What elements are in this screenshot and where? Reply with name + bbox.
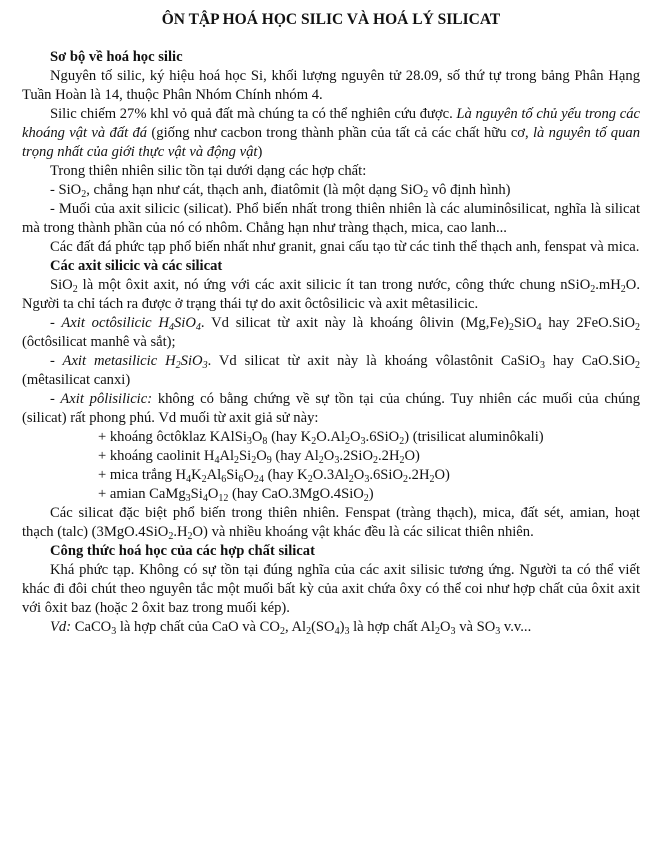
paragraph: - Axit metasilicic $H_2SiO_3$. Vd silicat từ axit này là khoáng vôlastônit CaSiO$_3$ hay CaO.SiO$_2$ (mêtasilicat canxi): [22, 353, 641, 388]
section-heading-1: Sơ bộ về hoá học silic: [50, 49, 183, 65]
list-item: - SiO$_2$, chẳng hạn như cát, thạch anh, điatômit (là một dạng SiO$_2$ vô định hình): [50, 182, 511, 200]
paragraph: Vd: CaCO$_3$ là hợp chất của CaO và $CO_2$, $Al_2(SO_4)_3$ là hợp chất $Al_2O_3$ và $SO_3$ v.v...: [50, 619, 532, 637]
paragraph: Các silicat đặc biệt phổ biến trong thiên nhiên. Fenspat (tràng thạch), mica, đất sét, amian, hoạt thạch (talc) $(3MgO.4SiO_2.H_2O)$ và nhiều khoáng vật khác đều là các silicat thiên nhiên.: [22, 505, 640, 542]
paragraph: Nguyên tố silic, ký hiệu hoá học Si, khối lượng nguyên tử 28.09, số thứ tự trong bảng Phân Hạng Tuần Hoàn là 14, thuộc Phân Nhóm Chính nhóm 4.: [22, 68, 640, 103]
page-title: ÔN TẬP HOÁ HỌC SILIC VÀ HOÁ LÝ SILICAT: [161, 11, 501, 28]
paragraph: Silic chiếm 27% khl vỏ quả đất mà chúng ta có thể nghiên cứu được. Là nguyên tố chủ yếu trong các khoáng vật và đất đá (giống như cacbon trong thành phần của tất cả các chất hữu cơ, là nguyên tố quan trọng nhất của giới thực vật và động vật): [22, 106, 640, 160]
paragraph: Các đất đá phức tạp phổ biến nhất như granit, gnai cấu tạo từ các tinh thể thạch anh, fenspat và mica.: [50, 239, 640, 255]
paragraph: Khá phức tạp. Không có sự tồn tại đúng nghĩa của các axit silisic tương ứng. Người ta có thể viết khác đi đôi chút theo nguyên tắc một muối bất kỳ của axit chứa ôxy có thể coi như hợp chất của ôxit axit với ôxit baz (hoặc 2 ôxit baz trong muối kép).: [22, 562, 640, 616]
list-item: + amian $CaMg_3Si_4O_{12}$ (hay CaO.3MgO.4SiO$_2$): [98, 486, 374, 504]
paragraph: SiO$_2$ là một ôxit axit, nó ứng với các axit silicic ít tan trong nước, công thức chung $nSiO_2.mH_2O$. Người ta chỉ tách ra được ở trạng thái tự do axit ôctôsilicic và axit mêtasilicic.: [22, 277, 640, 312]
section-heading-3: Công thức hoá học của các hợp chất silicat: [50, 543, 315, 559]
paragraph: - Axit octôsilicic $H_4SiO_4$. Vd silicat từ axit này là khoáng ôlivin $(Mg,Fe)_2SiO_4$ hay 2FeO.SiO$_2$ (ôctôsilicat manhê và sắt);: [22, 315, 640, 350]
section-heading-2: Các axit silicic và các silicat: [50, 258, 223, 274]
paragraph: - Axit pôlisilicic: không có bằng chứng về sự tồn tại của chúng. Tuy nhiên các muối của chúng (silicat) rất phong phú. Vd muối từ axit giả sử này:: [22, 391, 640, 426]
list-item: + khoáng caolinit $H_4Al_2Si_2O_9$ (hay $Al_2O_3.2SiO_2.2H_2O$): [98, 448, 420, 466]
paragraph: Trong thiên nhiên silic tồn tại dưới dạng các hợp chất:: [50, 163, 367, 179]
list-item: + khoáng ôctôklaz $KAlSi_3O_8$ (hay $K_2O.Al_2O_3.6SiO_2$) (trisilicat aluminôkali): [98, 429, 544, 447]
list-item: - Muối của axit silicic (silicat). Phổ biến nhất trong thiên nhiên là các aluminôsilicat, nghĩa là silicat mà trong thành phần của nó có nhôm. Chẳng hạn như tràng thạch, mica, cao lanh...: [22, 201, 640, 236]
list-item: + mica trắng $H_4K_2Al_6Si_6O_{24}$ (hay $K_2O.3Al_2O_3.6SiO_2.2H_2O$): [98, 467, 450, 485]
